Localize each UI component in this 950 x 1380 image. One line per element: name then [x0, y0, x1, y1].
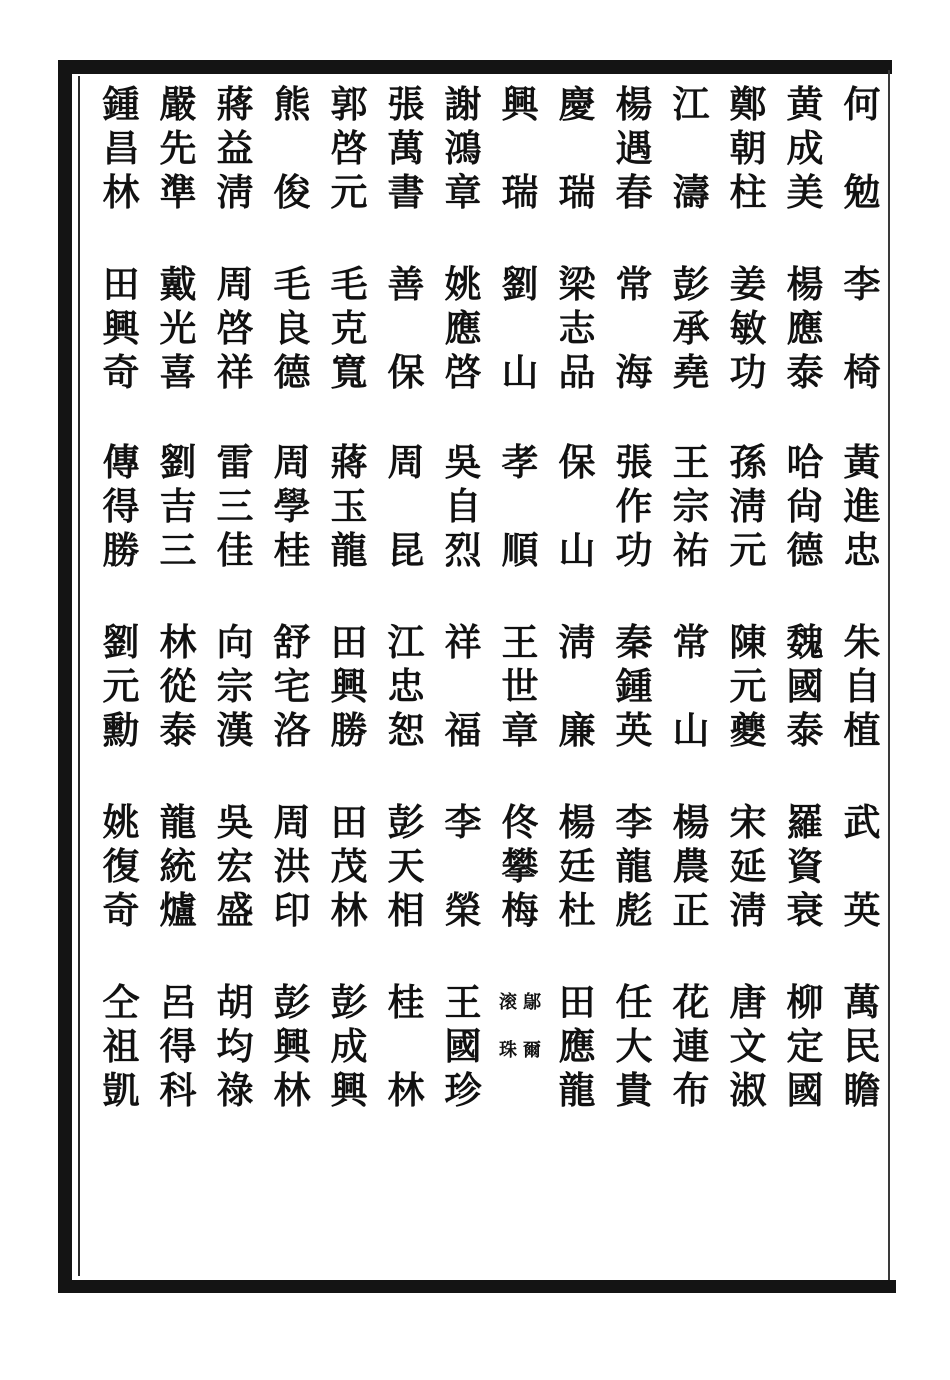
- person-name: 江 忠 恕: [387, 620, 425, 752]
- person-name: 黄 成 美: [786, 82, 824, 214]
- person-name: 田 興 奇: [102, 262, 140, 394]
- person-name: 彭 承 堯: [672, 262, 710, 394]
- person-name: 姚 應 啓: [444, 262, 482, 394]
- annotation-line: [520, 990, 544, 1064]
- person-name: 嚴 先 準: [159, 82, 197, 214]
- person-name: 唐 文 淑: [729, 980, 767, 1112]
- right-border-rule: [888, 70, 890, 1285]
- annotation-char: 珠: [499, 1040, 517, 1061]
- name-column: [494, 82, 546, 1272]
- name-column: [836, 82, 888, 1272]
- name-column: [779, 82, 831, 1272]
- name-column: [323, 82, 375, 1272]
- person-name: 向 宗 漢: [216, 620, 254, 752]
- person-name: 佟 攀 梅: [501, 800, 539, 932]
- person-name: 魏 國 泰: [786, 620, 824, 752]
- person-name: 常 山: [672, 620, 710, 752]
- person-name: 毛 克 寬: [330, 262, 368, 394]
- person-name: 毛 良 德: [273, 262, 311, 394]
- person-name: 黃 進 忠: [843, 440, 881, 572]
- person-name: 田 興 勝: [330, 620, 368, 752]
- person-name: 彭 成 興: [330, 980, 368, 1112]
- person-name: 羅 資 衰: [786, 800, 824, 932]
- person-name: 仝 祖 凱: [102, 980, 140, 1112]
- person-name: 周 洪 印: [273, 800, 311, 932]
- person-name: 淸 廉: [558, 620, 596, 752]
- person-name: 郭 啓 元: [330, 82, 368, 214]
- person-name: 蔣 玉 龍: [330, 440, 368, 572]
- name-list: [88, 82, 888, 1272]
- person-name: 劉 元 勳: [102, 620, 140, 752]
- person-name: 田 應 龍: [558, 980, 596, 1112]
- person-name: 張 萬 書: [387, 82, 425, 214]
- person-name: 楊 農 正: [672, 800, 710, 932]
- person-name: 慶 瑞: [558, 82, 596, 214]
- name-column: [209, 82, 261, 1272]
- name-column: [266, 82, 318, 1272]
- person-name: 林 從 泰: [159, 620, 197, 752]
- top-border-rule: [58, 60, 892, 74]
- person-name: 王 宗 祐: [672, 440, 710, 572]
- person-name: 吳 自 烈: [444, 440, 482, 572]
- person-name: 周 昆: [387, 440, 425, 572]
- annotation-char: 鄔: [523, 992, 541, 1013]
- person-name: 李 椅: [843, 262, 881, 394]
- person-name: 宋 延 淸: [729, 800, 767, 932]
- person-name: 吳 宏 盛: [216, 800, 254, 932]
- person-name: 興 瑞: [501, 82, 539, 214]
- person-name: 保 山: [558, 440, 596, 572]
- person-name: 傳 得 勝: [102, 440, 140, 572]
- person-name: 鄭 朝 柱: [729, 82, 767, 214]
- person-name: 周 學 桂: [273, 440, 311, 572]
- person-name: 朱 自 植: [843, 620, 881, 752]
- person-name: 武 英: [843, 800, 881, 932]
- person-name: 張 作 功: [615, 440, 653, 572]
- person-name: 楊 遇 春: [615, 82, 653, 214]
- name-column: [95, 82, 147, 1272]
- name-column: [380, 82, 432, 1272]
- name-column: [437, 82, 489, 1272]
- person-name: 柳 定 國: [786, 980, 824, 1112]
- person-name: 楊 應 泰: [786, 262, 824, 394]
- left-inner-rule: [78, 76, 80, 1276]
- small-annotation: [494, 990, 546, 1090]
- page-frame: [58, 60, 892, 1296]
- person-name: 何 勉: [843, 82, 881, 214]
- name-column: [152, 82, 204, 1272]
- person-name: 桂 林: [387, 980, 425, 1112]
- person-name: 梁 志 品: [558, 262, 596, 394]
- name-column: [608, 82, 660, 1272]
- person-name: 田 茂 林: [330, 800, 368, 932]
- person-name: 彭 天 相: [387, 800, 425, 932]
- person-name: 胡 均 祿: [216, 980, 254, 1112]
- person-name: 熊 俊: [273, 82, 311, 214]
- person-name: 秦 鍾 英: [615, 620, 653, 752]
- person-name: 劉 吉 三: [159, 440, 197, 572]
- person-name: 陳 元 夔: [729, 620, 767, 752]
- name-column: [665, 82, 717, 1272]
- name-column: [722, 82, 774, 1272]
- person-name: 孫 淸 元: [729, 440, 767, 572]
- person-name: 戴 光 喜: [159, 262, 197, 394]
- person-name: 李 榮: [444, 800, 482, 932]
- annotation-char: 滚: [499, 992, 517, 1013]
- person-name: 蔣 益 淸: [216, 82, 254, 214]
- left-border-rule: [58, 60, 72, 1293]
- person-name: 姜 敏 功: [729, 262, 767, 394]
- person-name: 任 大 貴: [615, 980, 653, 1112]
- person-name: 王 國 珍: [444, 980, 482, 1112]
- person-name: 常 海: [615, 262, 653, 394]
- bottom-border-rule: [58, 1280, 896, 1293]
- annotation-line: [496, 990, 520, 1064]
- person-name: 周 啓 祥: [216, 262, 254, 394]
- person-name: 王 世 章: [501, 620, 539, 752]
- person-name: 善 保: [387, 262, 425, 394]
- person-name: 哈 尙 德: [786, 440, 824, 572]
- name-column: [551, 82, 603, 1272]
- person-name: 呂 得 科: [159, 980, 197, 1112]
- person-name: 花 連 布: [672, 980, 710, 1112]
- person-name: 姚 復 奇: [102, 800, 140, 932]
- annotation-char: 爾: [523, 1040, 541, 1061]
- person-name: 劉 山: [501, 262, 539, 394]
- person-name: 鍾 昌 林: [102, 82, 140, 214]
- person-name: 雷 三 佳: [216, 440, 254, 572]
- person-name: 楊 廷 杜: [558, 800, 596, 932]
- person-name: 謝 鴻 章: [444, 82, 482, 214]
- person-name: 舒 宅 洛: [273, 620, 311, 752]
- person-name: 江 濤: [672, 82, 710, 214]
- person-name: 李 龍 彪: [615, 800, 653, 932]
- person-name: 萬 民 瞻: [843, 980, 881, 1112]
- person-name: 龍 統 爐: [159, 800, 197, 932]
- person-name: 祥 福: [444, 620, 482, 752]
- person-name: 彭 興 林: [273, 980, 311, 1112]
- person-name: 孝 順: [501, 440, 539, 572]
